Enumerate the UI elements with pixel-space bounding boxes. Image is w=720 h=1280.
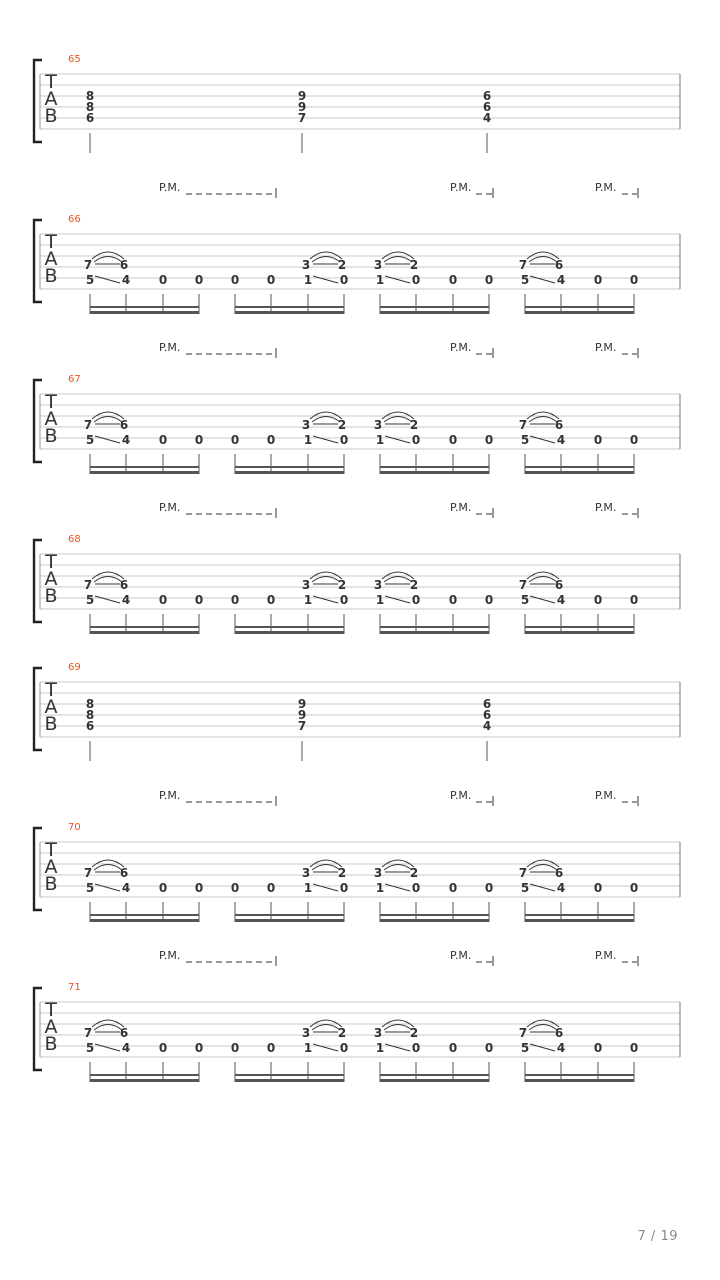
palm-mute-label: P.M. (159, 501, 181, 514)
fret-number: 6 (85, 719, 95, 733)
slide-line (95, 884, 120, 891)
fret-number: 2 (409, 578, 419, 592)
fret-number: 0 (266, 881, 276, 895)
fret-number: 4 (556, 881, 566, 895)
fret-number: 3 (373, 418, 383, 432)
measure-number: 71 (68, 982, 81, 993)
palm-mute-label: P.M. (450, 501, 472, 514)
beam (235, 1079, 344, 1082)
fret-number: 0 (194, 593, 204, 607)
beam (380, 471, 489, 474)
fret-number: 0 (158, 1041, 168, 1055)
fret-number: 6 (119, 418, 129, 432)
slide-line (95, 596, 120, 603)
fret-number: 0 (411, 881, 421, 895)
fret-number: 0 (448, 273, 458, 287)
fret-number: 1 (375, 593, 385, 607)
fret-number: 0 (158, 881, 168, 895)
fret-number: 6 (482, 89, 492, 103)
hammer-tie-arc (94, 865, 122, 871)
fret-number: 2 (337, 258, 347, 272)
fret-number: 0 (411, 433, 421, 447)
clef-letter: A (44, 248, 58, 270)
fret-number: 0 (194, 881, 204, 895)
clef-letter: T (45, 71, 57, 93)
palm-mute-label: P.M. (595, 341, 617, 354)
fret-number: 0 (158, 273, 168, 287)
hammer-tie-arc (529, 257, 557, 263)
measure-number: 69 (68, 662, 81, 673)
beam (235, 631, 344, 634)
fret-number: 0 (593, 433, 603, 447)
fret-number: 2 (409, 418, 419, 432)
fret-number: 4 (121, 1041, 131, 1055)
fret-number: 2 (337, 418, 347, 432)
beam (525, 306, 634, 308)
system-bracket (34, 380, 42, 462)
system-measure-66 (34, 181, 680, 314)
beam (90, 306, 199, 308)
fret-number: 0 (629, 593, 639, 607)
fret-number: 0 (629, 273, 639, 287)
palm-mute-label: P.M. (159, 789, 181, 802)
fret-number: 7 (518, 1026, 528, 1040)
fret-number: 6 (482, 708, 492, 722)
fret-number: 0 (230, 1041, 240, 1055)
fret-number: 7 (518, 258, 528, 272)
hammer-tie-arc (384, 257, 412, 263)
beam (235, 471, 344, 474)
system-measure-71 (34, 949, 680, 1082)
beam (380, 306, 489, 308)
hammer-tie-arc (384, 1025, 412, 1031)
fret-number: 0 (448, 1041, 458, 1055)
beam (380, 626, 489, 628)
system-bracket (34, 60, 42, 142)
fret-number: 0 (629, 881, 639, 895)
hammer-tie-arc (312, 257, 340, 263)
beam (90, 311, 199, 314)
beam (90, 471, 199, 474)
fret-number: 3 (301, 258, 311, 272)
beam (525, 914, 634, 916)
clef-letter: T (45, 999, 57, 1021)
clef-letter: A (44, 696, 58, 718)
fret-number: 6 (119, 258, 129, 272)
beam (90, 914, 199, 916)
fret-number: 0 (484, 273, 494, 287)
fret-number: 0 (266, 593, 276, 607)
fret-number: 2 (409, 1026, 419, 1040)
fret-number: 7 (297, 111, 307, 125)
fret-number: 5 (85, 1041, 95, 1055)
fret-number: 5 (520, 433, 530, 447)
fret-number: 2 (337, 1026, 347, 1040)
slide-line (385, 884, 410, 891)
clef-letter: B (44, 713, 58, 735)
fret-number: 7 (83, 258, 93, 272)
fret-number: 0 (266, 433, 276, 447)
fret-number: 5 (85, 273, 95, 287)
beam (235, 466, 344, 468)
system-bracket (34, 540, 42, 622)
clef-letter: A (44, 856, 58, 878)
fret-number: 4 (121, 881, 131, 895)
hammer-tie-arc (529, 577, 557, 583)
fret-number: 6 (554, 866, 564, 880)
slide-line (313, 884, 338, 891)
fret-number: 5 (520, 273, 530, 287)
fret-number: 0 (158, 433, 168, 447)
hammer-tie-arc (529, 417, 557, 423)
clef-letter: A (44, 408, 58, 430)
clef-letter: B (44, 873, 58, 895)
beam (525, 631, 634, 634)
fret-number: 6 (554, 1026, 564, 1040)
fret-number: 8 (85, 708, 95, 722)
fret-number: 1 (375, 881, 385, 895)
beam (380, 1079, 489, 1082)
fret-number: 1 (303, 273, 313, 287)
fret-number: 0 (411, 273, 421, 287)
fret-number: 2 (337, 578, 347, 592)
fret-number: 0 (448, 593, 458, 607)
fret-number: 9 (297, 697, 307, 711)
fret-number: 9 (297, 89, 307, 103)
clef-letter: B (44, 105, 58, 127)
beam (525, 1074, 634, 1076)
slide-line (385, 276, 410, 283)
fret-number: 0 (593, 881, 603, 895)
fret-number: 3 (301, 418, 311, 432)
hammer-tie-arc (312, 577, 340, 583)
fret-number: 2 (409, 866, 419, 880)
fret-number: 7 (83, 578, 93, 592)
hammer-tie-arc (529, 865, 557, 871)
fret-number: 0 (194, 273, 204, 287)
slide-line (385, 1044, 410, 1051)
hammer-tie-arc (529, 1025, 557, 1031)
fret-number: 0 (230, 273, 240, 287)
system-bracket (34, 828, 42, 910)
fret-number: 1 (375, 273, 385, 287)
fret-number: 7 (83, 418, 93, 432)
palm-mute-label: P.M. (595, 181, 617, 194)
beam (90, 626, 199, 628)
beam (235, 1074, 344, 1076)
clef-letter: T (45, 391, 57, 413)
fret-number: 6 (119, 866, 129, 880)
palm-mute-label: P.M. (450, 181, 472, 194)
slide-line (530, 1044, 555, 1051)
beam (90, 631, 199, 634)
clef-letter: B (44, 1033, 58, 1055)
fret-number: 7 (297, 719, 307, 733)
slide-line (385, 596, 410, 603)
fret-number: 0 (484, 593, 494, 607)
fret-number: 8 (85, 89, 95, 103)
fret-number: 0 (629, 1041, 639, 1055)
fret-number: 4 (121, 433, 131, 447)
system-bracket (34, 668, 42, 750)
fret-number: 3 (373, 578, 383, 592)
fret-number: 0 (266, 1041, 276, 1055)
slide-line (313, 276, 338, 283)
clef-letter: A (44, 568, 58, 590)
fret-number: 0 (230, 593, 240, 607)
fret-number: 0 (593, 273, 603, 287)
fret-number: 5 (85, 881, 95, 895)
hammer-tie-arc (94, 577, 122, 583)
clef-letter: B (44, 585, 58, 607)
beam (90, 1074, 199, 1076)
beam (235, 626, 344, 628)
fret-number: 3 (301, 1026, 311, 1040)
system-measure-67 (34, 341, 680, 474)
clef-letter: A (44, 1016, 58, 1038)
fret-number: 0 (266, 273, 276, 287)
beam (380, 914, 489, 916)
fret-number: 1 (303, 593, 313, 607)
fret-number: 7 (518, 418, 528, 432)
beam (235, 311, 344, 314)
system-measure-69 (34, 662, 680, 761)
beam (380, 919, 489, 922)
slide-line (313, 596, 338, 603)
fret-number: 0 (194, 433, 204, 447)
palm-mute-label: P.M. (159, 341, 181, 354)
beam (525, 466, 634, 468)
slide-line (95, 276, 120, 283)
slide-line (313, 1044, 338, 1051)
system-measure-65 (34, 54, 680, 153)
fret-number: 6 (554, 258, 564, 272)
beam (525, 626, 634, 628)
clef-letter: A (44, 88, 58, 110)
slide-line (530, 884, 555, 891)
fret-number: 0 (484, 881, 494, 895)
fret-number: 4 (556, 273, 566, 287)
fret-number: 0 (593, 1041, 603, 1055)
hammer-tie-arc (384, 865, 412, 871)
fret-number: 2 (337, 866, 347, 880)
beam (380, 311, 489, 314)
hammer-tie-arc (94, 417, 122, 423)
fret-number: 3 (301, 866, 311, 880)
fret-number: 7 (83, 1026, 93, 1040)
system-bracket (34, 988, 42, 1070)
measure-number: 65 (68, 54, 81, 65)
beam (235, 306, 344, 308)
fret-number: 0 (411, 593, 421, 607)
fret-number: 5 (85, 593, 95, 607)
palm-mute-label: P.M. (595, 949, 617, 962)
palm-mute-label: P.M. (159, 949, 181, 962)
hammer-tie-arc (384, 417, 412, 423)
fret-number: 5 (520, 1041, 530, 1055)
beam (525, 919, 634, 922)
fret-number: 1 (375, 1041, 385, 1055)
palm-mute-label: P.M. (450, 949, 472, 962)
beam (525, 1079, 634, 1082)
beam (235, 919, 344, 922)
palm-mute-label: P.M. (450, 789, 472, 802)
fret-number: 8 (85, 697, 95, 711)
slide-line (530, 436, 555, 443)
hammer-tie-arc (312, 865, 340, 871)
slide-line (385, 436, 410, 443)
slide-line (530, 276, 555, 283)
beam (525, 471, 634, 474)
beam (90, 1079, 199, 1082)
fret-number: 5 (520, 593, 530, 607)
beam (90, 919, 199, 922)
clef-letter: T (45, 231, 57, 253)
page-indicator: 7 / 19 (637, 1229, 678, 1244)
fret-number: 4 (121, 593, 131, 607)
fret-number: 7 (83, 866, 93, 880)
palm-mute-label: P.M. (595, 501, 617, 514)
fret-number: 4 (556, 593, 566, 607)
palm-mute-label: P.M. (595, 789, 617, 802)
hammer-tie-arc (94, 257, 122, 263)
palm-mute-label: P.M. (159, 181, 181, 194)
hammer-tie-arc (312, 1025, 340, 1031)
clef-letter: T (45, 679, 57, 701)
fret-number: 1 (303, 1041, 313, 1055)
fret-number: 0 (339, 1041, 349, 1055)
slide-line (530, 596, 555, 603)
fret-number: 5 (85, 433, 95, 447)
hammer-tie-arc (94, 1025, 122, 1031)
palm-mute-label: P.M. (450, 341, 472, 354)
slide-line (95, 1044, 120, 1051)
fret-number: 0 (629, 433, 639, 447)
fret-number: 6 (554, 418, 564, 432)
measure-number: 67 (68, 374, 81, 385)
fret-number: 0 (230, 433, 240, 447)
fret-number: 0 (484, 1041, 494, 1055)
fret-number: 0 (484, 433, 494, 447)
clef-letter: T (45, 551, 57, 573)
fret-number: 4 (482, 111, 492, 125)
beam (380, 1074, 489, 1076)
fret-number: 6 (85, 111, 95, 125)
measure-number: 66 (68, 214, 81, 225)
fret-number: 7 (518, 578, 528, 592)
system-measure-70 (34, 789, 680, 922)
fret-number: 0 (339, 273, 349, 287)
beam (235, 914, 344, 916)
fret-number: 7 (518, 866, 528, 880)
fret-number: 3 (301, 578, 311, 592)
beam (90, 466, 199, 468)
fret-number: 0 (339, 433, 349, 447)
fret-number: 0 (593, 593, 603, 607)
measure-number: 70 (68, 822, 81, 833)
fret-number: 0 (158, 593, 168, 607)
fret-number: 6 (119, 1026, 129, 1040)
clef-letter: B (44, 425, 58, 447)
clef-letter: B (44, 265, 58, 287)
fret-number: 4 (121, 273, 131, 287)
fret-number: 4 (556, 433, 566, 447)
fret-number: 1 (375, 433, 385, 447)
slide-line (95, 436, 120, 443)
fret-number: 0 (194, 1041, 204, 1055)
fret-number: 9 (297, 100, 307, 114)
beam (380, 631, 489, 634)
fret-number: 0 (448, 881, 458, 895)
fret-number: 6 (554, 578, 564, 592)
fret-number: 0 (448, 433, 458, 447)
fret-number: 8 (85, 100, 95, 114)
fret-number: 6 (482, 100, 492, 114)
fret-number: 5 (520, 881, 530, 895)
slide-line (313, 436, 338, 443)
clef-letter: T (45, 839, 57, 861)
fret-number: 1 (303, 881, 313, 895)
system-bracket (34, 220, 42, 302)
hammer-tie-arc (312, 417, 340, 423)
measure-number: 68 (68, 534, 81, 545)
fret-number: 0 (230, 881, 240, 895)
fret-number: 2 (409, 258, 419, 272)
fret-number: 4 (482, 719, 492, 733)
hammer-tie-arc (384, 577, 412, 583)
fret-number: 9 (297, 708, 307, 722)
fret-number: 4 (556, 1041, 566, 1055)
fret-number: 6 (482, 697, 492, 711)
fret-number: 1 (303, 433, 313, 447)
fret-number: 0 (339, 881, 349, 895)
fret-number: 3 (373, 866, 383, 880)
beam (525, 311, 634, 314)
fret-number: 6 (119, 578, 129, 592)
fret-number: 0 (411, 1041, 421, 1055)
system-measure-68 (34, 501, 680, 634)
fret-number: 0 (339, 593, 349, 607)
fret-number: 3 (373, 258, 383, 272)
beam (380, 466, 489, 468)
fret-number: 3 (373, 1026, 383, 1040)
